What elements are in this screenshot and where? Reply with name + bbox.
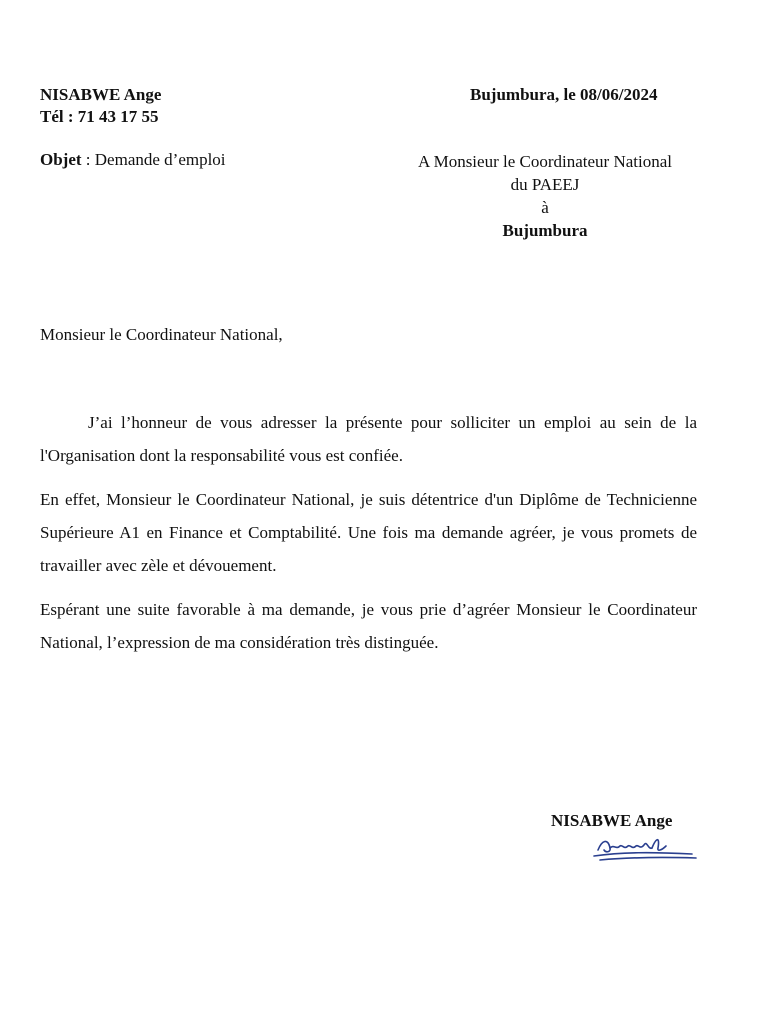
closing-name: NISABWE Ange — [551, 811, 673, 830]
recipient-city: Bujumbura — [502, 221, 588, 240]
subject-line — [40, 150, 226, 170]
place-date: Bujumbura, le 08/06/2024 — [470, 85, 658, 104]
paragraph-1: J’ai l’honneur de vous adresser la présente pour solliciter un emploi au sein de la l'Organisation dont la responsabilité vous est confiée. — [40, 413, 697, 465]
paragraph-2: En effet, Monsieur le Coordinateur National, je suis détentrice d'un Diplôme de Technicienne Supérieure A1 en Finance et Comptabilité. Une fois ma demande agréer, je vous promets de travailler avec zèle et dévouement. — [40, 490, 697, 575]
subject-label: Objet — [40, 150, 82, 169]
recipient-line1: A Monsieur le Coordinateur National — [417, 152, 672, 171]
salutation: Monsieur le Coordinateur National, — [40, 325, 283, 344]
recipient-line3: à — [541, 198, 549, 217]
signature-icon — [592, 834, 702, 867]
paragraph-3: Espérant une suite favorable à ma demande, je vous prie d’agréer Monsieur le Coordinateur National, l’expression de ma considération très distinguée. — [40, 600, 697, 652]
recipient-line2: du PAEEJ — [510, 175, 580, 194]
subject-text: : Demande d’emploi — [81, 150, 226, 169]
recipient-block — [380, 150, 710, 242]
sender-name: NISABWE Ange — [40, 85, 162, 104]
sender-phone: Tél : 71 43 17 55 — [40, 107, 159, 126]
